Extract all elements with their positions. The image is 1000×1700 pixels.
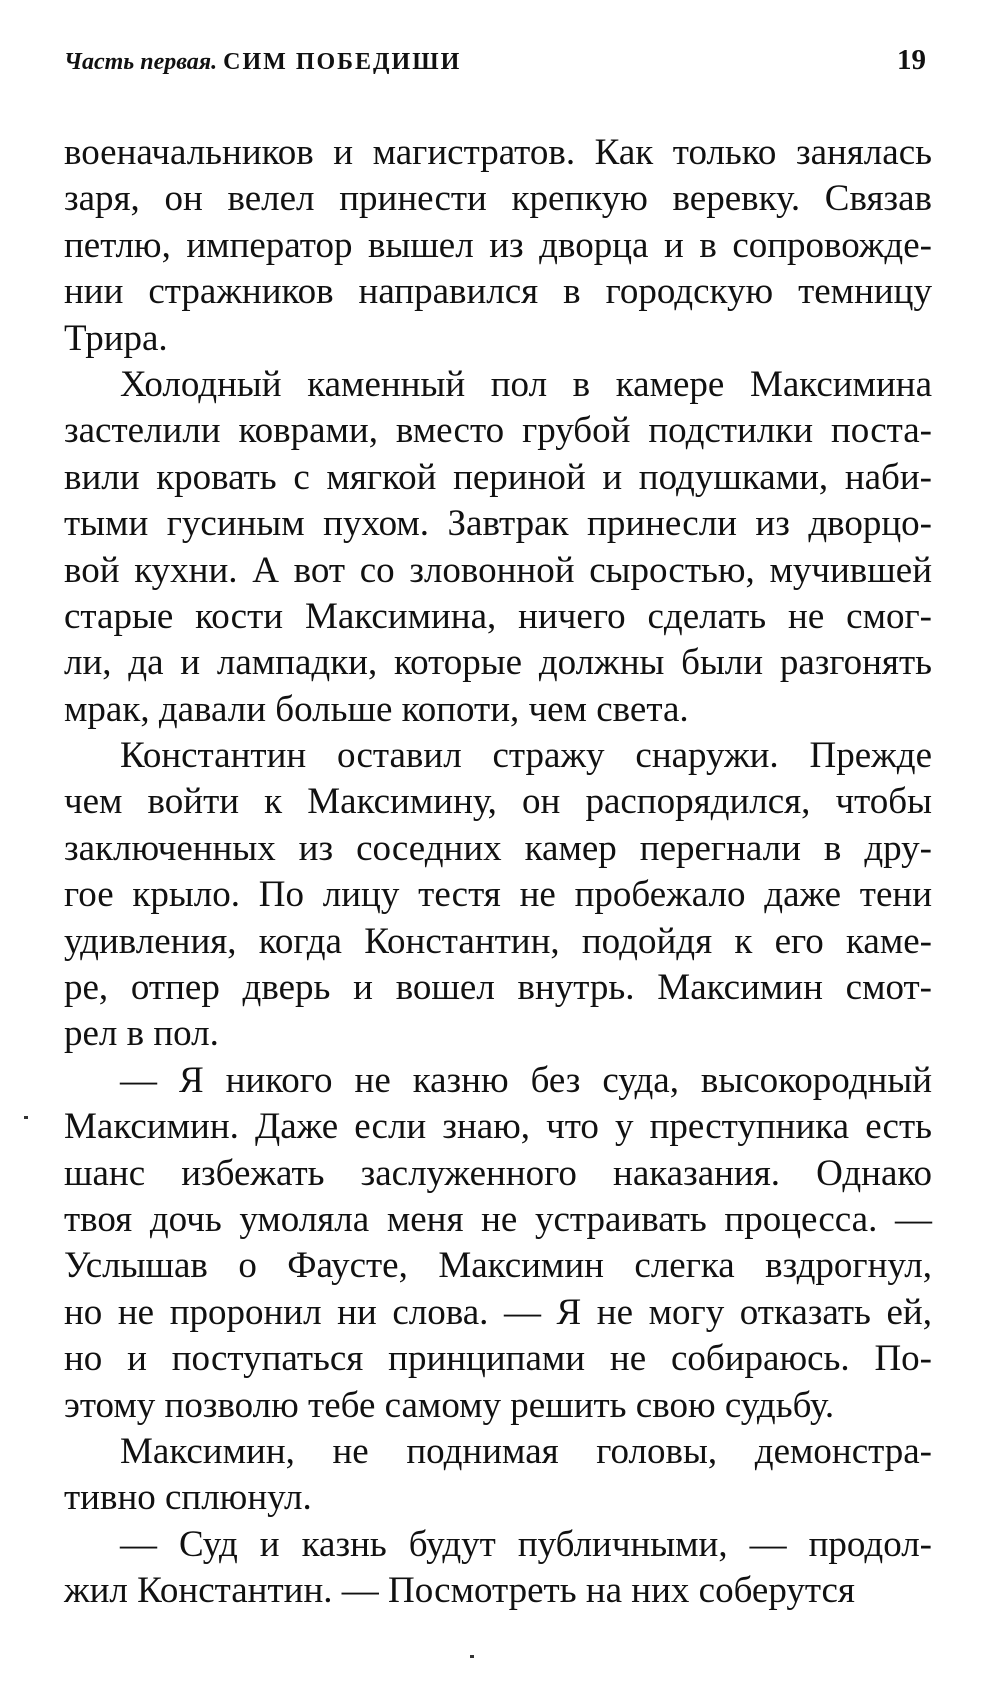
text-line: вой кухни. А вот со зловонной сыростью, мучившей (64, 549, 932, 591)
text-line: старые кости Максимина, ничего сделать не смог- (64, 595, 932, 637)
text-line: — Я никого не казню без суда, высокородный (120, 1059, 932, 1101)
running-header (64, 38, 932, 82)
text-line: нии стражников направился в городскую темницу (64, 271, 932, 313)
text-line: Максимин. Даже если знаю, что у преступника есть (64, 1106, 932, 1148)
text-line: чем войти к Максимину, он распорядился, чтобы (64, 781, 932, 823)
text-line: гое крыло. По лицу тестя не пробежало даже тени (64, 874, 932, 916)
page-number: 19 (897, 44, 926, 76)
text-line: но и поступаться принципами не собираюсь. По- (64, 1338, 932, 1380)
scan-speck (470, 1655, 474, 1658)
text-line: петлю, император вышел из дворца и в сопровожде- (64, 224, 932, 266)
body-text (64, 130, 932, 1615)
text-line: Холодный каменный пол в камере Максимина (120, 363, 932, 405)
text-line: вили кровать с мягкой периной и подушками, наби- (64, 456, 932, 498)
text-line: застелили коврами, вместо грубой подстилки поста- (64, 410, 932, 452)
book-page (64, 38, 932, 1615)
text-line: этому позволю тебе самому решить свою судьбу. (64, 1384, 835, 1426)
paragraph (64, 130, 932, 362)
text-line: Константин оставил стражу снаружи. Прежде (120, 735, 932, 777)
text-line: шанс избежать заслуженного наказания. Однако (64, 1152, 932, 1194)
part-label: Часть первая. (64, 49, 218, 75)
text-line: Максимин, не поднимая головы, демонстра- (120, 1430, 932, 1472)
text-line: но не проронил ни слова. — Я не могу отказать ей, (64, 1291, 932, 1333)
paragraph (64, 362, 932, 733)
scan-speck (24, 1116, 28, 1119)
text-line: тивно сплюнул. (64, 1477, 312, 1519)
text-line: мрак, давали больше копоти, чем света. (64, 688, 689, 730)
text-line: рел в пол. (64, 1013, 219, 1055)
paragraph (64, 733, 932, 1058)
text-line: Трира. (64, 317, 168, 359)
text-line: удивления, когда Константин, подойдя к его каме- (64, 920, 932, 962)
text-line: жил Константин. — Посмотреть на них соберутся (64, 1570, 855, 1612)
text-line: твоя дочь умоляла меня не устраивать процесса. — (64, 1198, 932, 1240)
text-line: заключенных из соседних камер перегнали в дру- (64, 827, 932, 869)
text-line: ли, да и лампадки, которые должны были разгонять (64, 642, 932, 684)
text-line: тыми гусиным пухом. Завтрак принесли из дворцо- (64, 503, 932, 545)
text-line: заря, он велел принести крепкую веревку. Связав (64, 178, 932, 220)
text-line: военачальников и магистратов. Как только занялась (64, 132, 932, 173)
text-line: Услышав о Фаусте, Максимин слегка вздрогнул, (64, 1245, 932, 1287)
text-line: ре, отпер дверь и вошел внутрь. Максимин смот- (64, 967, 932, 1009)
text-line: — Суд и казнь будут публичными, — продол- (120, 1523, 932, 1565)
paragraph (64, 1058, 932, 1429)
section-title: СИМ ПОБЕДИШИ (223, 49, 462, 75)
paragraph (64, 1429, 932, 1522)
running-title (64, 40, 461, 84)
paragraph (64, 1522, 932, 1615)
